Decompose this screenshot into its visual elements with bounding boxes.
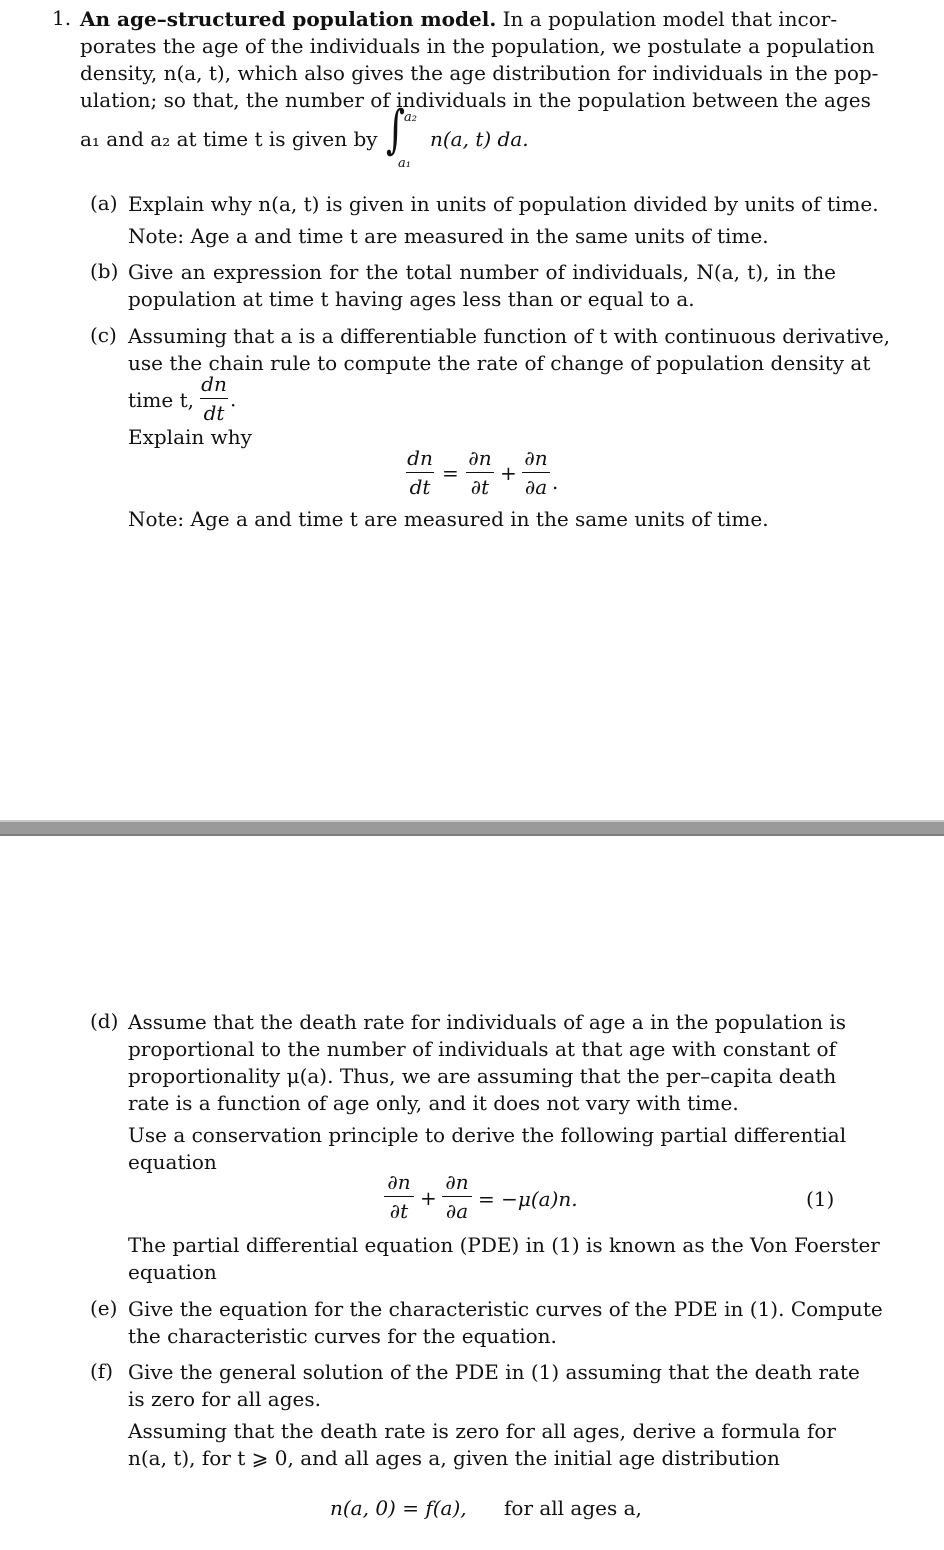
part-a-label: (a) (90, 191, 118, 215)
fraction-bar (200, 398, 228, 399)
integral-sign: ∫ (386, 100, 405, 160)
integral-upper-limit: a₂ (404, 110, 417, 125)
part-b-label: (b) (90, 259, 119, 283)
numerator: ∂n (524, 446, 548, 470)
part-a-line-1: Explain why n(a, t) is given in units of population divided by units of time. (128, 192, 879, 216)
part-f-line-3: Assuming that the death rate is zero for all ages, derive a formula for (128, 1419, 836, 1443)
part-f-line-4: n(a, t), for t ⩾ 0, and all ages a, given the initial age distribution (128, 1446, 780, 1470)
plus-sign: + (500, 461, 517, 485)
problem-title-line (80, 6, 836, 33)
part-d-line-3: proportionality μ(a). Thus, we are assuming that the per–capita death (128, 1064, 837, 1088)
problem-title: An age–structured population model. (80, 7, 497, 31)
equation-number: (1) (806, 1187, 835, 1211)
denominator: ∂t (470, 475, 490, 499)
fraction-bar (384, 1196, 414, 1197)
part-c-line-3-prefix: time t, (128, 388, 194, 412)
part-d-line-5: Use a conservation principle to derive the following partial differential (128, 1123, 847, 1147)
part-c-label: (c) (90, 323, 117, 347)
part-c-note: Note: Age a and time t are measured in the same units of time. (128, 507, 769, 531)
bottom-page (0, 836, 944, 1550)
part-b-line-2: population at time t having ages less than or equal to a. (128, 287, 695, 311)
denominator: ∂t (389, 1199, 409, 1223)
problem-number: 1. (52, 6, 72, 30)
part-c-line-1: Assuming that a is a differentiable function of t with continuous derivative, (128, 324, 891, 348)
denominator: ∂a (445, 1199, 469, 1223)
integral-body: n(a, t) da. (430, 127, 529, 151)
fraction-bar (406, 472, 434, 473)
numerator: ∂n (445, 1170, 469, 1194)
part-d-line-8: equation (128, 1260, 217, 1284)
part-f-line-1: Give the general solution of the PDE in (1) assuming that the death rate (128, 1360, 860, 1384)
eq-d-dt-fraction (384, 1170, 414, 1223)
numerator: dn (407, 446, 433, 470)
part-b-line-1: Give an expression for the total number of individuals, N(a, t), in the (128, 260, 836, 284)
part-a-line-2: Note: Age a and time t are measured in the same units of time. (128, 224, 769, 248)
part-e-label: (e) (90, 1296, 118, 1320)
denominator: dt (409, 475, 431, 499)
part-d-line-1: Assume that the death rate for individuals of age a in the population is (128, 1010, 847, 1034)
denominator: ∂a (524, 475, 548, 499)
part-f-label: (f) (90, 1359, 114, 1383)
eq-c-lhs-fraction (406, 446, 434, 499)
part-d-line-4: rate is a function of age only, and it does not vary with time. (128, 1091, 739, 1115)
fraction-denominator: dt (203, 401, 225, 425)
numerator: ∂n (387, 1170, 411, 1194)
fraction-bar (442, 1196, 472, 1197)
plus-sign: + (420, 1186, 437, 1210)
fraction-bar (522, 472, 550, 473)
part-d-line-6: equation (128, 1150, 217, 1174)
dn-dt-inline-fraction (200, 372, 228, 425)
period-mark: · (230, 393, 237, 417)
numerator: ∂n (468, 446, 492, 470)
eq-c-dt-fraction (466, 446, 494, 499)
part-c-line-2: use the chain rule to compute the rate of change of population density at (128, 351, 871, 375)
part-e-line-2: the characteristic curves for the equation. (128, 1324, 557, 1348)
part-c-line-4: Explain why (128, 425, 252, 449)
equals-sign: = (442, 461, 459, 485)
part-d-line-7: The partial differential equation (PDE) in (1) is known as the Von Foerster (128, 1233, 880, 1257)
initial-condition-equation: n(a, 0) = f(a), (330, 1496, 467, 1520)
period-mark: . (552, 470, 559, 494)
fraction-numerator: dn (201, 372, 227, 396)
eq-c-da-fraction (522, 446, 550, 499)
intro-line-5: a₁ and a₂ at time t is given by (80, 127, 378, 151)
eq-d-da-fraction (442, 1170, 472, 1223)
fraction-bar (466, 472, 494, 473)
intro-line-1: In a population model that incor- (502, 7, 838, 31)
part-d-line-2: proportional to the number of individuals at that age with constant of (128, 1037, 836, 1061)
intro-line-4: ulation; so that, the number of individuals in the population between the ages (80, 88, 871, 112)
integral-lower-limit: a₁ (398, 156, 411, 171)
eq-d-rhs: = −μ(a)n. (478, 1187, 578, 1211)
part-e-line-1: Give the equation for the characteristic curves of the PDE in (1). Compute (128, 1297, 883, 1321)
intro-line-2: porates the age of the individuals in the population, we postulate a population (80, 34, 875, 58)
intro-line-3: density, n(a, t), which also gives the age distribution for individuals in the pop- (80, 61, 879, 85)
initial-condition-qualifier: for all ages a, (504, 1496, 642, 1520)
part-d-label: (d) (90, 1009, 119, 1033)
page-divider (0, 820, 944, 836)
part-f-line-2: is zero for all ages. (128, 1387, 321, 1411)
